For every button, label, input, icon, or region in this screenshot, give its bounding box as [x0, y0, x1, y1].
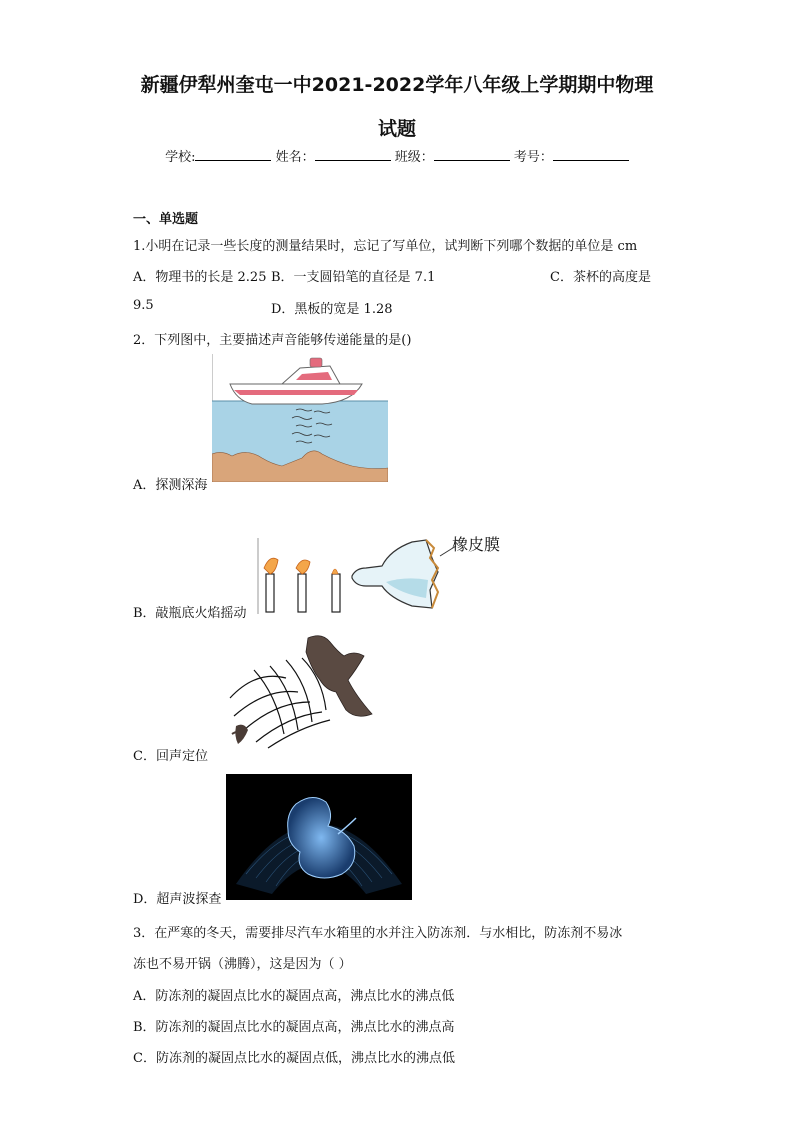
ultrasound-scan-figure: [226, 774, 412, 900]
q1-option-b: B．一支圆铅笔的直径是 7.1: [271, 270, 436, 285]
school-label: 学校:: [165, 150, 196, 165]
class-label: 班级：: [394, 150, 434, 165]
q2-option-a: A．探测深海: [133, 478, 208, 493]
name-label: 姓名：: [275, 150, 315, 165]
page-title: 新疆伊犁州奎屯一中2021-2022学年八年级上学期期中物理: [140, 74, 654, 96]
page-title-continued: 试题: [377, 118, 416, 140]
q2-option-c: C．回声定位: [133, 749, 208, 764]
q3-stem-continued: 冻也不易开锅（沸腾），这是因为（ ）: [133, 957, 352, 972]
q3-stem: 3．在严寒的冬天，需要排尽汽车水箱里的水并注入防冻剂．与水相比，防冻剂不易冰: [133, 926, 623, 941]
q2-option-b: B．敲瓶底火焰摇动: [133, 606, 247, 621]
school-field[interactable]: [195, 148, 271, 161]
exam-number-label: 考号：: [513, 150, 553, 165]
q2-option-d: D．超声波探查: [133, 892, 222, 907]
q3-option-b: B．防冻剂的凝固点比水的凝固点高，沸点比水的沸点高: [133, 1020, 455, 1035]
q3-option-c: C．防冻剂的凝固点比水的凝固点低，沸点比水的沸点低: [133, 1051, 455, 1066]
name-field[interactable]: [315, 148, 391, 161]
bat-echolocation-figure: [226, 630, 376, 752]
section-title: 一、单选题: [133, 212, 199, 227]
q3-option-a: A．防冻剂的凝固点比水的凝固点高，沸点比水的沸点低: [133, 989, 455, 1004]
rubber-membrane-label: 橡皮膜: [452, 535, 501, 554]
q2-stem: 2．下列图中，主要描述声音能够传递能量的是(): [133, 333, 412, 348]
q1-option-c: C．茶杯的高度是: [550, 270, 651, 285]
class-field[interactable]: [434, 148, 510, 161]
exam-number-field[interactable]: [553, 148, 629, 161]
q1-option-a: A．物理书的长是 2.25: [133, 270, 267, 285]
q1-stem: 1.小明在记录一些长度的测量结果时，忘记了写单位，试判断下列哪个数据的单位是 cm: [133, 239, 638, 254]
student-info-row: [0, 146, 794, 165]
deep-sea-sonar-figure: [212, 354, 388, 482]
q1-option-d: D．黑板的宽是 1.28: [271, 302, 393, 317]
q1-option-c-value: 9.5: [133, 298, 154, 313]
